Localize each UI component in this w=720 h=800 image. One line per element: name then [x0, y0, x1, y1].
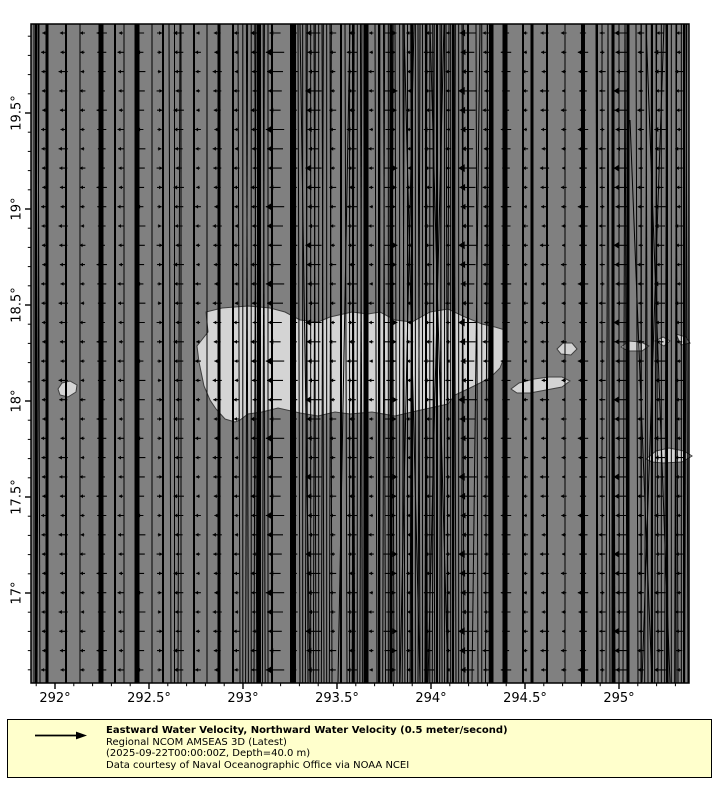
legend-dataset: Regional NCOM AMSEAS 3D (Latest) — [106, 736, 287, 748]
y-axis — [10, 36, 32, 670]
y-tick-label: 17.5° — [9, 479, 25, 515]
reference-arrow-icon — [32, 729, 92, 742]
legend-title: Eastward Water Velocity, Northward Water Velocity (0.5 meter/second) — [106, 725, 508, 736]
y-tick-label: 18.5° — [9, 287, 25, 323]
x-tick-label: 295° — [603, 691, 635, 706]
y-tick-label: 17° — [9, 581, 25, 605]
legend-text-block — [106, 725, 508, 771]
x-axis — [36, 683, 675, 706]
x-tick-label: 292.5° — [127, 691, 171, 706]
map-legend — [7, 719, 712, 778]
legend-time-depth: (2025-09-22T00:00:00Z, Depth=40.0 m) — [106, 748, 311, 760]
y-tick-label: 19.5° — [9, 95, 25, 131]
x-tick-label: 294° — [415, 691, 447, 706]
x-tick-label: 293.5° — [315, 691, 359, 706]
y-tick-label: 18° — [9, 389, 25, 413]
x-tick-label: 293° — [227, 691, 259, 706]
x-tick-label: 292° — [39, 691, 71, 706]
x-tick-label: 294.5° — [503, 691, 547, 706]
y-tick-label: 19° — [9, 197, 25, 221]
legend-courtesy: Data courtesy of Naval Oceanographic Office via NOAA NCEI — [106, 759, 410, 771]
